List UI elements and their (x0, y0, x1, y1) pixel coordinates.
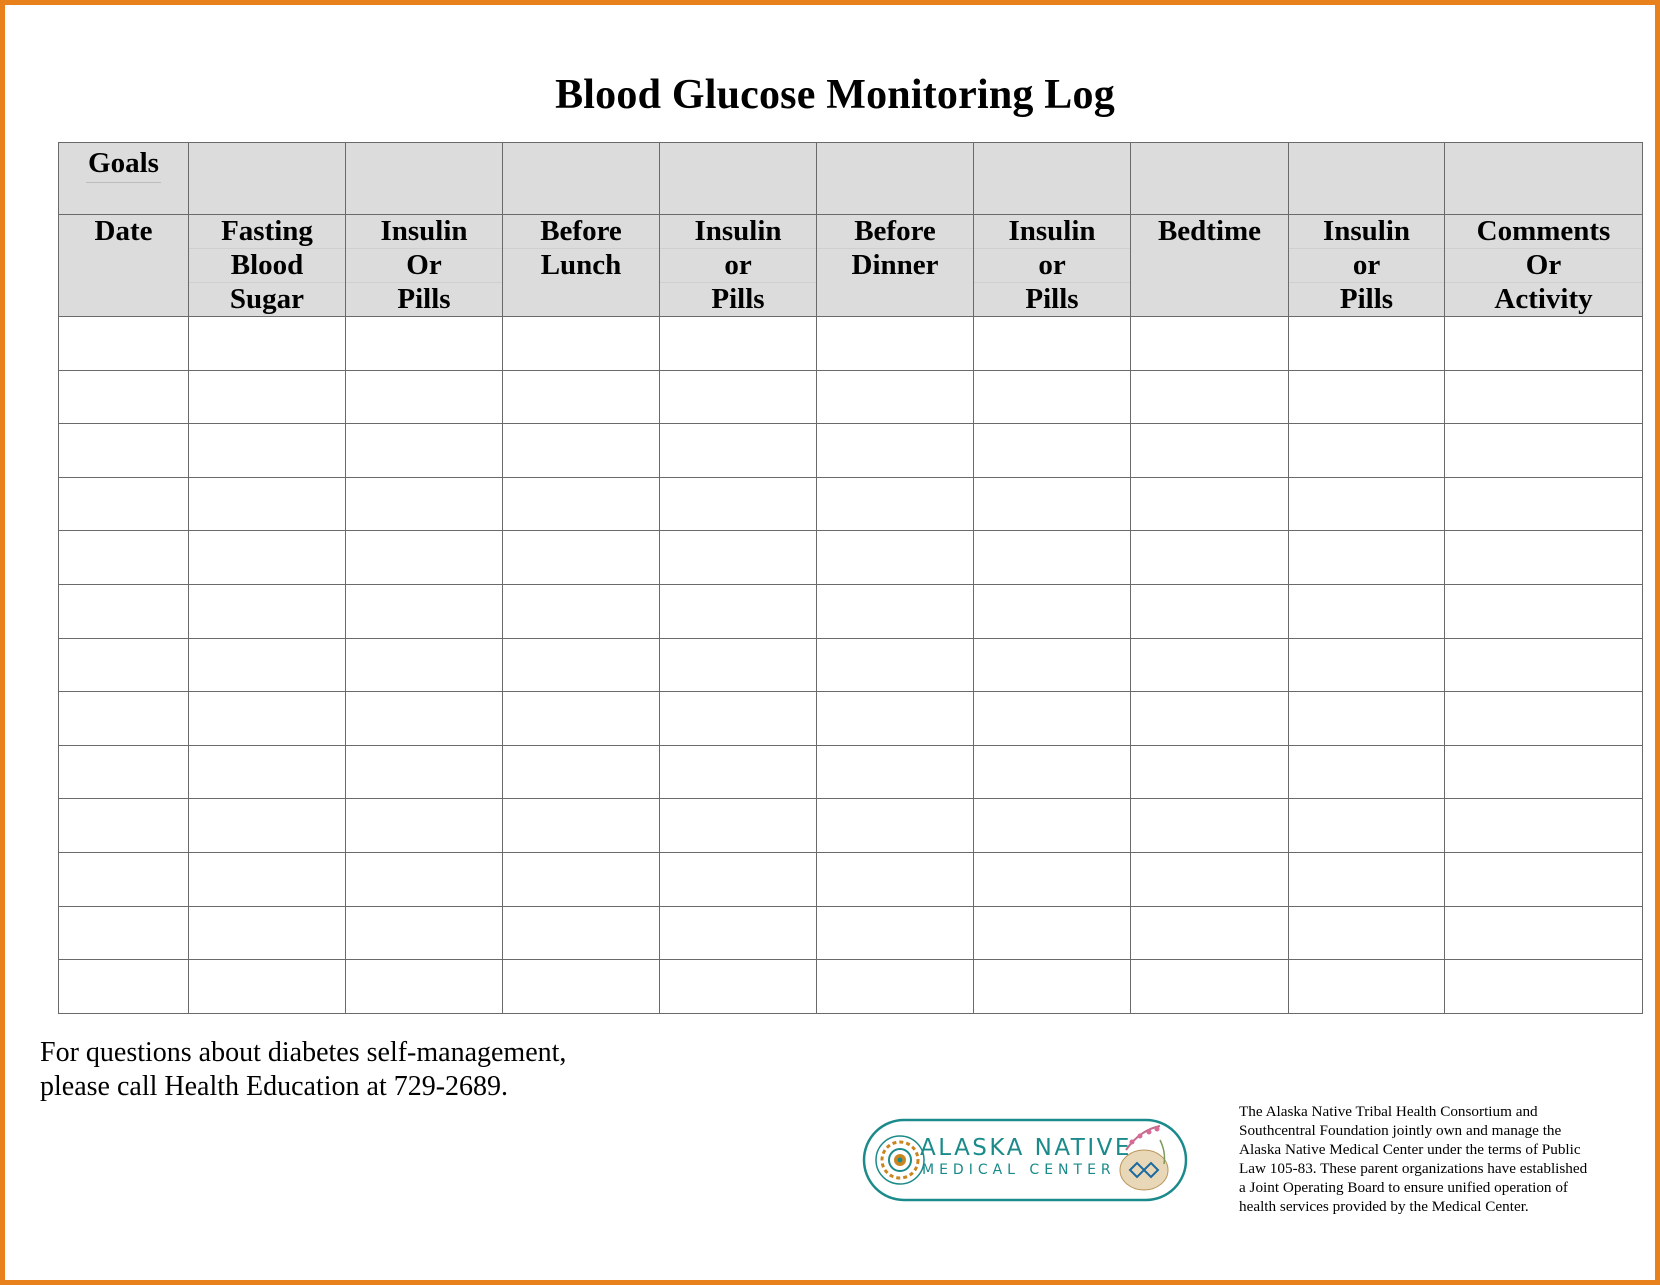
log-entry-cell[interactable] (59, 799, 189, 853)
log-entry-cell[interactable] (974, 317, 1131, 371)
log-entry-cell[interactable] (1131, 317, 1289, 371)
log-entry-cell[interactable] (503, 531, 660, 585)
log-entry-cell[interactable] (1445, 531, 1643, 585)
log-entry-cell[interactable] (974, 584, 1131, 638)
log-entry-cell[interactable] (660, 960, 817, 1014)
log-entry-cell[interactable] (1289, 424, 1445, 478)
log-entry-cell[interactable] (59, 692, 189, 746)
column-header (1289, 215, 1445, 317)
log-entry-cell[interactable] (974, 370, 1131, 424)
log-entry-cell[interactable] (346, 584, 503, 638)
column-header-line: Lunch (503, 248, 659, 282)
log-entry-cell[interactable] (189, 960, 346, 1014)
log-entry-cell[interactable] (59, 531, 189, 585)
log-entry-cell[interactable] (660, 424, 817, 478)
log-entry-cell[interactable] (346, 692, 503, 746)
goals-cell[interactable] (817, 143, 974, 215)
log-entry-cell[interactable] (1131, 960, 1289, 1014)
alaska-native-medical-center-logo (862, 1118, 1188, 1202)
log-entry-cell[interactable] (503, 638, 660, 692)
ownership-statement-line: health services provided by the Medical Center. (1239, 1198, 1529, 1215)
column-header-line: Fasting (221, 215, 313, 247)
log-entry-cell[interactable] (817, 317, 974, 371)
column-header-line: Sugar (189, 282, 345, 316)
ownership-statement-line: Law 105-83. These parent organizations have established (1239, 1160, 1588, 1177)
logo-line-1: ALASKA NATIVE (920, 1135, 1132, 1161)
log-entry-cell[interactable] (1445, 477, 1643, 531)
log-entry-cell[interactable] (189, 477, 346, 531)
log-entry-cell[interactable] (1445, 960, 1643, 1014)
column-header-line: Pills (974, 282, 1130, 316)
log-entry-cell[interactable] (503, 960, 660, 1014)
goals-cell[interactable] (503, 143, 660, 215)
log-entry-row (59, 317, 1643, 371)
log-entry-cell[interactable] (59, 584, 189, 638)
log-entry-cell[interactable] (1131, 424, 1289, 478)
log-entry-cell[interactable] (660, 638, 817, 692)
log-entry-cell[interactable] (59, 317, 189, 371)
goals-cell[interactable] (660, 143, 817, 215)
log-entry-cell[interactable] (1131, 745, 1289, 799)
ownership-statement-line: Southcentral Foundation jointly own and manage the (1239, 1122, 1562, 1139)
log-entry-cell[interactable] (503, 477, 660, 531)
log-entry-cell[interactable] (503, 906, 660, 960)
column-header-line: Pills (1289, 282, 1444, 316)
column-header-line: Before (854, 215, 936, 247)
column-header (974, 215, 1131, 317)
log-entry-cell[interactable] (346, 531, 503, 585)
log-entry-cell[interactable] (346, 638, 503, 692)
column-header-line: or (1289, 248, 1444, 282)
sunburst-icon (876, 1136, 924, 1184)
log-entry-cell[interactable] (817, 424, 974, 478)
log-entry-cell[interactable] (346, 745, 503, 799)
log-entry-cell[interactable] (660, 477, 817, 531)
goals-cell[interactable] (1445, 143, 1643, 215)
column-header (59, 215, 189, 317)
log-entry-row (59, 638, 1643, 692)
log-entry-cell[interactable] (817, 745, 974, 799)
contact-note-line-1: For questions about diabetes self-management, (40, 1037, 567, 1068)
goals-cell[interactable] (346, 143, 503, 215)
log-entry-cell[interactable] (346, 960, 503, 1014)
log-entry-row (59, 692, 1643, 746)
log-entry-cell[interactable] (189, 638, 346, 692)
log-entry-cell[interactable] (59, 424, 189, 478)
log-entry-cell[interactable] (346, 317, 503, 371)
column-header-line: Activity (1445, 282, 1642, 316)
log-entry-cell[interactable] (503, 424, 660, 478)
log-entry-cell[interactable] (1131, 477, 1289, 531)
log-entry-row (59, 852, 1643, 906)
log-entry-cell[interactable] (974, 852, 1131, 906)
log-entry-cell[interactable] (1289, 584, 1445, 638)
log-entry-cell[interactable] (189, 799, 346, 853)
column-header (660, 215, 817, 317)
log-entry-cell[interactable] (503, 852, 660, 906)
column-header-line: Or (1445, 248, 1642, 282)
column-header (503, 215, 660, 317)
goals-cell[interactable] (1131, 143, 1289, 215)
log-entry-cell[interactable] (346, 477, 503, 531)
log-entry-cell[interactable] (1445, 906, 1643, 960)
log-entry-cell[interactable] (817, 477, 974, 531)
column-header-line: Pills (346, 282, 502, 316)
log-entry-cell[interactable] (59, 370, 189, 424)
log-entry-cell[interactable] (346, 906, 503, 960)
log-entry-cell[interactable] (189, 370, 346, 424)
log-entry-cell[interactable] (1131, 692, 1289, 746)
log-entry-cell[interactable] (1131, 852, 1289, 906)
log-entry-cell[interactable] (1289, 799, 1445, 853)
log-entry-cell[interactable] (1289, 317, 1445, 371)
contact-note (40, 1036, 566, 1104)
log-entry-cell[interactable] (1289, 852, 1445, 906)
log-entry-cell[interactable] (660, 317, 817, 371)
column-header-line: Or (346, 248, 502, 282)
column-header (817, 215, 974, 317)
log-entry-cell[interactable] (1445, 638, 1643, 692)
log-entry-cell[interactable] (1445, 799, 1643, 853)
log-entry-cell[interactable] (503, 584, 660, 638)
log-entry-cell[interactable] (59, 960, 189, 1014)
log-entry-cell[interactable] (59, 852, 189, 906)
log-entry-cell[interactable] (189, 424, 346, 478)
log-entry-cell[interactable] (189, 531, 346, 585)
log-entry-cell[interactable] (817, 906, 974, 960)
column-header-line: or (660, 248, 816, 282)
log-entry-cell[interactable] (1445, 745, 1643, 799)
log-entry-cell[interactable] (1445, 317, 1643, 371)
ownership-statement-line: The Alaska Native Tribal Health Consortium and (1239, 1103, 1538, 1120)
log-entry-cell[interactable] (1445, 424, 1643, 478)
contact-note-line-2: please call Health Education at 729-2689. (40, 1071, 509, 1102)
log-entry-cell[interactable] (817, 638, 974, 692)
log-entry-cell[interactable] (1289, 531, 1445, 585)
log-entry-cell[interactable] (817, 584, 974, 638)
log-entry-cell[interactable] (1131, 370, 1289, 424)
ownership-statement-line: a Joint Operating Board to ensure unified operation of (1239, 1179, 1568, 1196)
log-entry-cell[interactable] (503, 370, 660, 424)
log-entry-cell[interactable] (817, 692, 974, 746)
log-entry-row (59, 370, 1643, 424)
log-entry-cell[interactable] (1445, 852, 1643, 906)
log-entry-cell[interactable] (817, 531, 974, 585)
log-entry-row (59, 531, 1643, 585)
log-entry-cell[interactable] (817, 960, 974, 1014)
log-entry-cell[interactable] (660, 799, 817, 853)
log-entry-cell[interactable] (974, 531, 1131, 585)
column-header (1131, 215, 1289, 317)
log-entry-cell[interactable] (817, 799, 974, 853)
log-entry-cell[interactable] (189, 584, 346, 638)
log-entry-cell[interactable] (974, 477, 1131, 531)
log-entry-cell[interactable] (1445, 584, 1643, 638)
log-entry-cell[interactable] (346, 799, 503, 853)
log-entry-cell[interactable] (189, 692, 346, 746)
log-entry-cell[interactable] (346, 852, 503, 906)
log-entry-cell[interactable] (660, 584, 817, 638)
log-entry-cell[interactable] (974, 424, 1131, 478)
log-entry-cell[interactable] (1289, 906, 1445, 960)
ownership-statement-line: Alaska Native Medical Center under the terms of Public (1239, 1141, 1581, 1158)
column-header-line: Bedtime (1157, 215, 1262, 247)
log-entry-row (59, 799, 1643, 853)
log-entry-cell[interactable] (59, 638, 189, 692)
log-entry-cell[interactable] (59, 477, 189, 531)
log-entry-cell[interactable] (660, 745, 817, 799)
log-entry-row (59, 960, 1643, 1014)
log-entry-cell[interactable] (346, 370, 503, 424)
log-entry-cell[interactable] (1289, 692, 1445, 746)
column-header-line: Comments (1476, 215, 1611, 247)
log-entry-cell[interactable] (1445, 370, 1643, 424)
goals-cell[interactable] (189, 143, 346, 215)
column-header-line: Pills (660, 282, 816, 316)
glucose-log-table (58, 142, 1643, 1014)
logo-line-2: MEDICAL CENTER (922, 1162, 1116, 1178)
log-entry-cell[interactable] (346, 424, 503, 478)
log-entry-cell[interactable] (189, 317, 346, 371)
log-entry-cell[interactable] (660, 852, 817, 906)
log-entry-cell[interactable] (1131, 799, 1289, 853)
column-header-line: Insulin (1008, 215, 1096, 247)
goals-cell[interactable] (974, 143, 1131, 215)
log-entry-cell[interactable] (1289, 745, 1445, 799)
log-entry-cell[interactable] (59, 906, 189, 960)
column-header-line: Before (540, 215, 622, 247)
column-header-line: Dinner (817, 248, 973, 282)
column-header-line: Blood (189, 248, 345, 282)
log-entry-cell[interactable] (189, 906, 346, 960)
log-entry-row (59, 906, 1643, 960)
log-entry-cell[interactable] (1445, 692, 1643, 746)
log-entry-cell[interactable] (1289, 370, 1445, 424)
log-entry-cell[interactable] (1289, 960, 1445, 1014)
log-entry-row (59, 745, 1643, 799)
log-entry-cell[interactable] (660, 906, 817, 960)
log-entry-cell[interactable] (974, 799, 1131, 853)
log-entry-cell[interactable] (817, 852, 974, 906)
ownership-statement (1239, 1102, 1639, 1216)
log-entry-cell[interactable] (1131, 531, 1289, 585)
log-entry-cell[interactable] (503, 745, 660, 799)
log-entry-cell[interactable] (660, 370, 817, 424)
log-entry-cell[interactable] (1131, 906, 1289, 960)
log-entry-cell[interactable] (974, 745, 1131, 799)
goals-label-cell (59, 143, 189, 215)
log-entry-cell[interactable] (974, 638, 1131, 692)
log-entry-cell[interactable] (189, 745, 346, 799)
log-entry-cell[interactable] (974, 692, 1131, 746)
log-entry-cell[interactable] (974, 906, 1131, 960)
log-entry-cell[interactable] (503, 317, 660, 371)
log-entry-cell[interactable] (1289, 638, 1445, 692)
goals-label: Goals (86, 147, 161, 183)
log-entry-cell[interactable] (974, 960, 1131, 1014)
goals-row (59, 143, 1643, 215)
column-header-line: Insulin (1322, 215, 1411, 247)
column-header-line: Insulin (694, 215, 782, 247)
log-entry-row (59, 584, 1643, 638)
column-header-row (59, 215, 1643, 317)
page-title: Blood Glucose Monitoring Log (555, 72, 1115, 118)
log-entry-cell[interactable] (503, 799, 660, 853)
log-entry-cell[interactable] (1131, 638, 1289, 692)
log-entry-row (59, 424, 1643, 478)
column-header (346, 215, 503, 317)
log-entry-cell[interactable] (660, 531, 817, 585)
log-entry-cell[interactable] (817, 370, 974, 424)
column-header-line: or (974, 248, 1130, 282)
log-entry-cell[interactable] (503, 692, 660, 746)
column-header (189, 215, 346, 317)
log-entry-cell[interactable] (189, 852, 346, 906)
log-entry-row (59, 477, 1643, 531)
logo-wordmark (920, 1136, 1132, 1179)
column-header-line: Date (94, 215, 153, 247)
log-entry-cell[interactable] (660, 692, 817, 746)
goals-cell[interactable] (1289, 143, 1445, 215)
log-entry-cell[interactable] (1131, 584, 1289, 638)
column-header (1445, 215, 1643, 317)
column-header-line: Insulin (380, 215, 468, 247)
log-entry-cell[interactable] (59, 745, 189, 799)
log-entry-cell[interactable] (1289, 477, 1445, 531)
